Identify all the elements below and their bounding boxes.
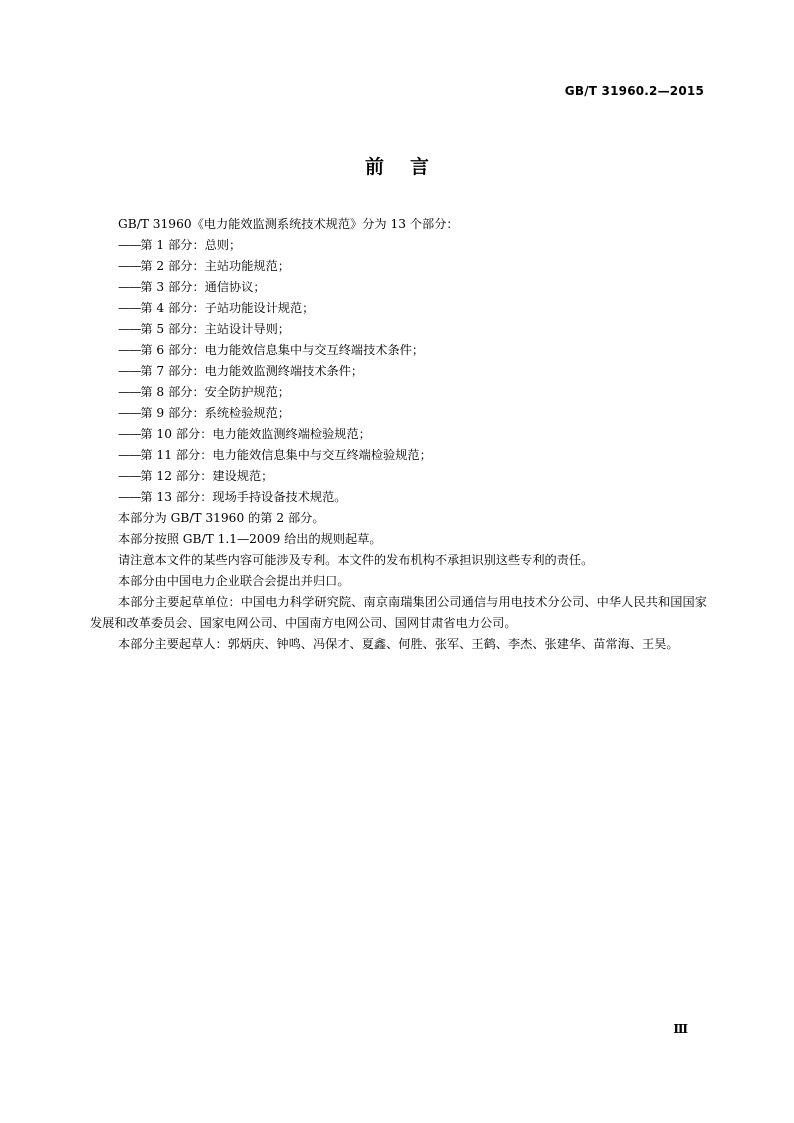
list-item [90,319,707,340]
list-item [90,424,707,445]
part-text: 第 2 部分：主站功能规范； [140,259,290,273]
dash-mark: —— [118,406,141,420]
list-item [90,235,707,256]
parts-list [90,235,707,508]
page-number: Ⅲ [673,1022,688,1036]
dash-mark: —— [118,280,141,294]
dash-mark: —— [118,427,141,441]
intro-paragraph: GB/T 31960《电力能效监测系统技术规范》分为 13 个部分： [118,217,459,231]
part-text: 第 1 部分：总则； [140,238,242,252]
list-item [90,466,707,487]
list-item [90,361,707,382]
part-text: 第 6 部分：电力能效信息集中与交互终端技术条件； [140,343,425,357]
list-item [90,382,707,403]
dash-mark: —— [118,322,141,336]
part-text: 第 10 部分：电力能效监测终端检验规范； [140,427,371,441]
dash-mark: —— [118,469,141,483]
dash-mark: —— [118,343,141,357]
part-text: 第 8 部分：安全防护规范； [140,385,290,399]
dash-mark: —— [118,385,141,399]
dash-mark: —— [118,448,141,462]
dash-mark: —— [118,259,141,273]
part-text: 第 7 部分：电力能效监测终端技术条件； [140,364,364,378]
part-text: 第 12 部分：建设规范； [140,469,274,483]
part-text: 第 13 部分：现场手持设备技术规范。 [140,490,347,504]
list-item [90,403,707,424]
part-text: 第 3 部分：通信协议； [140,280,266,294]
part-text: 第 9 部分：系统检验规范； [140,406,290,420]
drafting-rules-paragraph: 本部分按照 GB/T 1.1—2009 给出的规则起草。 [118,532,382,546]
document-body [90,214,707,655]
dash-mark: —— [118,301,141,315]
list-item [90,256,707,277]
drafters-paragraph: 本部分主要起草人：郭炳庆、钟鸣、冯保才、夏鑫、何胜、张军、王鹤、李杰、张建华、苗常海、王昊。 [118,637,679,651]
dash-mark: —— [118,364,141,378]
page-title: 前言 [364,156,455,178]
list-item [90,298,707,319]
list-item [90,445,707,466]
list-item [90,277,707,298]
proposer-paragraph: 本部分由中国电力企业联合会提出并归口。 [118,574,350,588]
dash-mark: —— [118,238,141,252]
part-statement-paragraph: 本部分为 GB/T 31960 的第 2 部分。 [118,511,325,525]
list-item [90,487,707,508]
patent-notice-paragraph: 请注意本文件的某些内容可能涉及专利。本文件的发布机构不承担识别这些专利的责任。 [118,553,594,567]
part-text: 第 5 部分：主站设计导则； [140,322,290,336]
part-text: 第 4 部分：子站功能设计规范； [140,301,315,315]
dash-mark: —— [118,490,141,504]
standard-code: GB/T 31960.2—2015 [564,84,704,98]
part-text: 第 11 部分：电力能效信息集中与交互终端检验规范； [140,448,432,462]
drafting-units-paragraph: 本部分主要起草单位：中国电力科学研究院、南京南瑞集团公司通信与用电技术分公司、中华人民共和国国家发展和改革委员会、国家电网公司、中国南方电网公司、国网甘肃省电力公司。 [90,595,707,630]
list-item [90,340,707,361]
